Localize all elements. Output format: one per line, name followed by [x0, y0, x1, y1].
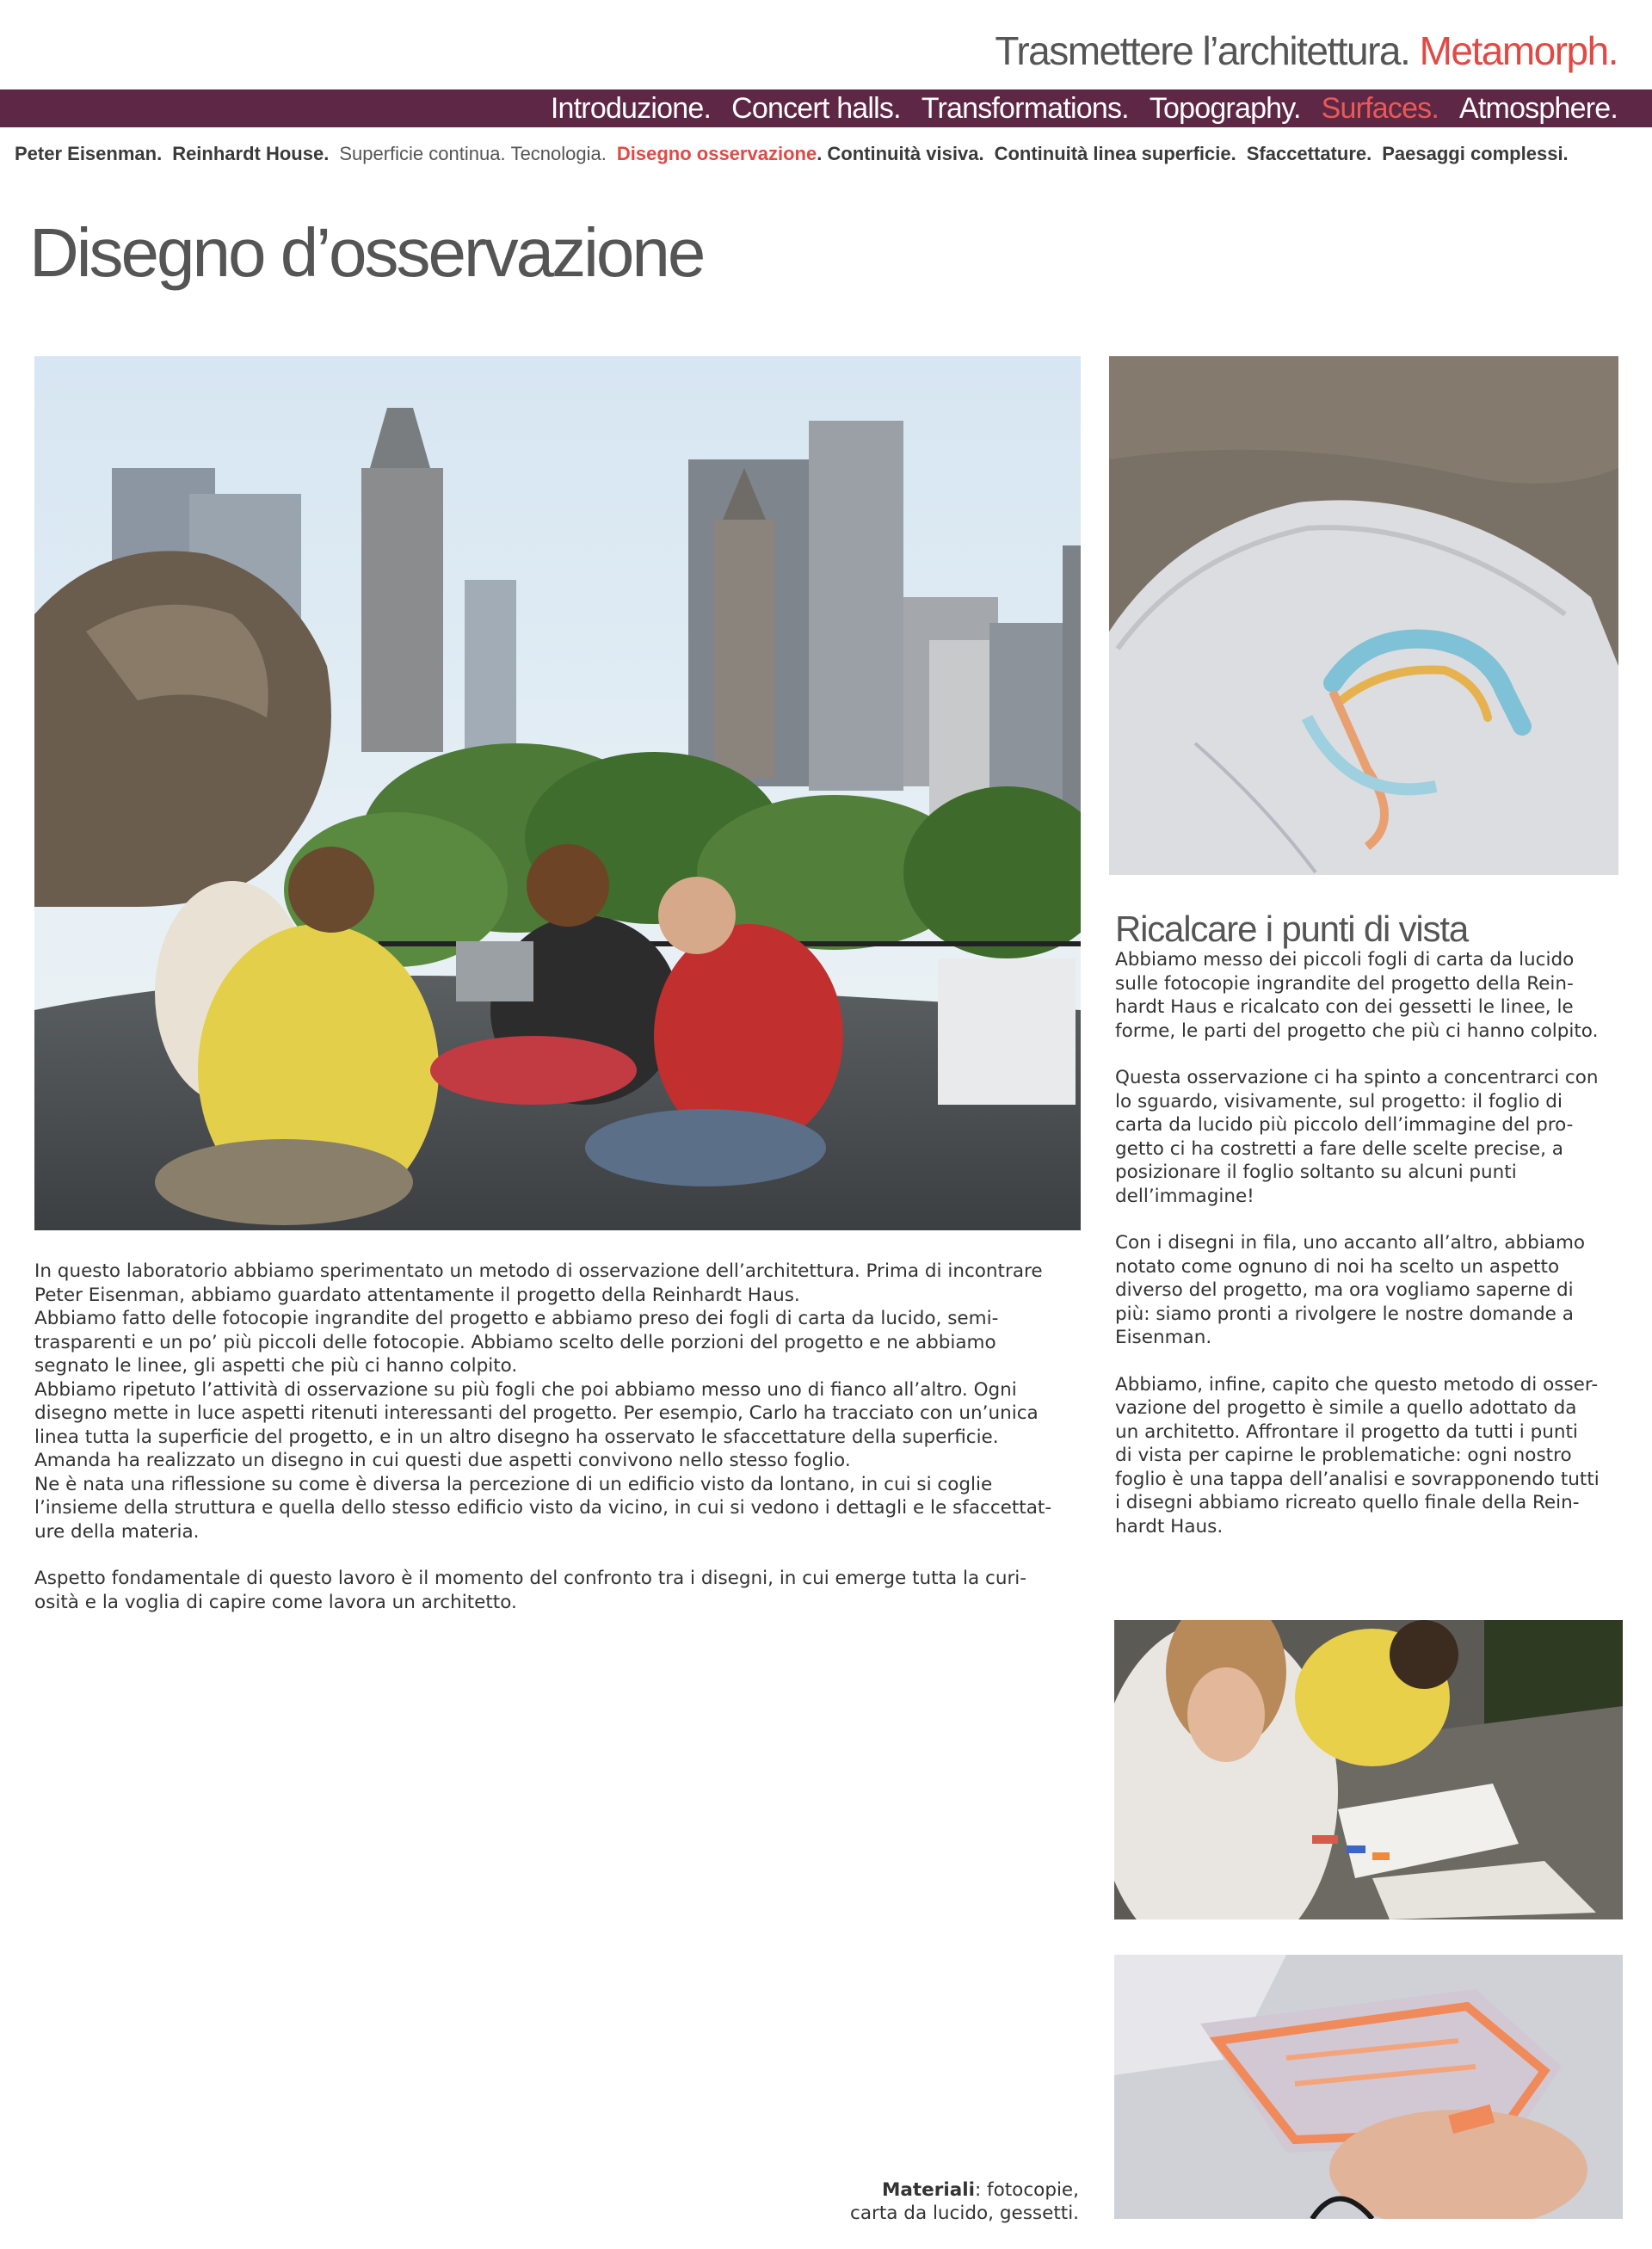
main-line: osità e la voglia di capire come lavora un architetto. — [34, 1591, 517, 1613]
main-line: Aspetto fondamentale di questo lavoro è il momento del confronto tra i disegni, in cui emerge tutta la curi- — [34, 1568, 1027, 1589]
side-line: lo sguardo, visivamente, sul progetto: il foglio di — [1115, 1090, 1563, 1112]
main-line: disegno mette in luce aspetti ritenuti interessanti del progetto. Per esempio, Carlo ha tracciato con un’unica — [34, 1402, 1039, 1424]
site-tagline: Trasmettere l’architettura. — [995, 28, 1410, 73]
materials-line2: carta da lucido, gessetti. — [850, 2203, 1079, 2224]
nav-item-concert-halls[interactable]: Concert halls. — [731, 92, 901, 125]
main-text — [34, 1260, 1093, 1614]
side-line: dell’immagine! — [1115, 1185, 1254, 1207]
tracing-closeup-photo — [1114, 1955, 1623, 2219]
materials-caption — [649, 2178, 1079, 2225]
subnav-item-continuita-visiva[interactable]: . Continuità visiva. — [817, 143, 984, 164]
side-line: i disegni abbiamo ricreato quello finale della Rein- — [1115, 1492, 1580, 1513]
subnav-item-sfaccettature[interactable]: Sfaccettature. — [1246, 143, 1372, 164]
page-title: Disegno d’osservazione — [29, 214, 704, 291]
side-line: diverso del progetto, ma ora vogliamo saperne di — [1115, 1279, 1574, 1301]
subnav-item-tecnologia[interactable]: Tecnologia. — [510, 143, 607, 164]
side-line: di vista per capirne le problematiche: ogni nostro — [1115, 1445, 1572, 1466]
main-line: Peter Eisenman, abbiamo guardato attentamente il progetto della Reinhardt Haus. — [34, 1284, 800, 1306]
subnav-item-peter-eisenman[interactable]: Peter Eisenman. — [15, 143, 163, 164]
nav-item-surfaces[interactable]: Surfaces. — [1321, 92, 1439, 125]
main-line: segnato le linee, gli aspetti che più ci hanno colpito. — [34, 1355, 518, 1377]
section-title: Ricalcare i punti di vista — [1115, 909, 1468, 949]
main-nav-bar — [0, 89, 1652, 127]
subnav-item-reinhardt-house[interactable]: Reinhardt House. — [172, 143, 330, 164]
side-line: più: siamo pronti a rivolgere le nostre domande a — [1115, 1303, 1574, 1325]
nav-item-transformations[interactable]: Transformations. — [921, 92, 1129, 125]
site-brand[interactable]: Metamorph. — [1419, 28, 1618, 73]
materials-line1: : fotocopie, — [974, 2179, 1079, 2201]
main-line: Abbiamo fatto delle fotocopie ingrandite del progetto e abbiamo preso dei fogli di carta da lucido, semi- — [34, 1308, 999, 1329]
subnav-item-disegno-osservazione[interactable]: Disegno osservazione — [616, 143, 817, 164]
side-line: foglio è una tappa dell’analisi e sovrapponendo tutti — [1115, 1468, 1600, 1490]
side-line: un architetto. Affrontare il progetto da tutti i punti — [1115, 1420, 1578, 1443]
side-line: hardt Haus e ricalcato con dei gessetti le linee, le — [1115, 996, 1574, 1018]
nav-item-introduzione[interactable]: Introduzione. — [550, 92, 712, 125]
main-line: trasparenti e un po’ più piccoli delle fotocopie. Abbiamo scelto delle porzioni del progetto e ne abbiamo — [34, 1331, 996, 1353]
side-line: getto ci ha costretti a fare delle scelte precise, a — [1115, 1137, 1563, 1160]
side-line: Abbiamo, infine, capito che questo metodo di osser- — [1115, 1373, 1599, 1396]
nav-item-atmosphere[interactable]: Atmosphere. — [1459, 92, 1618, 125]
main-line: l’insieme della struttura e quella dello stesso edificio visto da vicino, in cui si vedono i dettagli e le sfaccettat- — [34, 1497, 1052, 1519]
central-park-students-photo — [34, 356, 1081, 1230]
side-line: Eisenman. — [1115, 1327, 1212, 1348]
side-line: Questa osservazione ci ha spinto a concentrarci con — [1115, 1067, 1599, 1088]
side-line: sulle fotocopie ingrandite del progetto della Rein- — [1115, 972, 1574, 995]
materials-label: Materiali — [881, 2179, 975, 2201]
main-line: ure della materia. — [34, 1520, 200, 1543]
side-line: forme, le parti del progetto che più ci hanno colpito. — [1115, 1020, 1599, 1042]
sub-nav — [15, 143, 1569, 165]
main-line: linea tutta la superficie del progetto, e in un altro disegno ha osservato le sfaccettature della superficie. — [34, 1426, 999, 1448]
subnav-item-continuita-linea[interactable]: Continuità linea superficie. — [994, 143, 1236, 164]
side-line: Abbiamo messo dei piccoli fogli di carta da lucido — [1115, 949, 1575, 970]
main-line: Amanda ha realizzato un disegno in cui questi due aspetti convivono nello stesso foglio. — [34, 1450, 851, 1471]
subnav-item-paesaggi-complessi[interactable]: Paesaggi complessi. — [1382, 143, 1569, 164]
subnav-item-superficie-continua[interactable]: Superficie continua. — [339, 143, 506, 164]
side-text — [1115, 948, 1631, 1538]
side-line: hardt Haus. — [1115, 1515, 1224, 1537]
side-line: notato come ognuno di noi ha scelto un aspetto — [1115, 1255, 1560, 1278]
main-nav — [530, 89, 1618, 127]
side-line: Con i disegni in fila, uno accanto all’altro, abbiamo — [1115, 1232, 1586, 1254]
main-line: Ne è nata una riflessione su come è diversa la percezione di un edificio visto da lontano, in cui si coglie — [34, 1473, 993, 1495]
students-drawing-on-wall-photo — [1114, 1620, 1623, 1919]
nav-item-topography[interactable]: Topography. — [1149, 92, 1301, 125]
side-line: carta da lucido più piccolo dell’immagine del pro- — [1115, 1114, 1574, 1136]
side-line: posizionare il foglio soltanto su alcuni punti — [1115, 1161, 1517, 1183]
site-header-title — [995, 28, 1618, 74]
main-line: Abbiamo ripetuto l’attività di osservazione su più fogli che poi abbiamo messo uno di fianco all’altro. Ogni — [34, 1378, 1017, 1401]
side-line: vazione del progetto è simile a quello adottato da — [1115, 1397, 1577, 1419]
main-line: In questo laboratorio abbiamo sperimentato un metodo di osservazione dell’architettura. Prima di incontrare — [34, 1260, 1043, 1282]
tracing-paper-on-rock-photo — [1109, 356, 1618, 875]
